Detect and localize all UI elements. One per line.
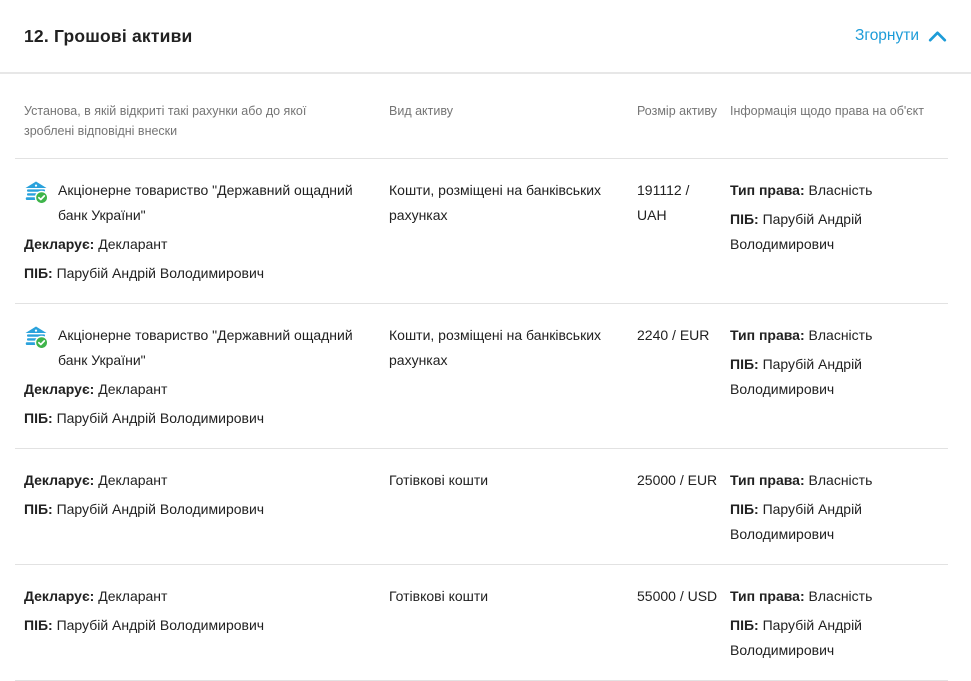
right-pib-value: Парубій Андрій Володимирович <box>730 501 863 542</box>
right-pib-value: Парубій Андрій Володимирович <box>730 211 863 252</box>
section-header <box>0 0 971 74</box>
pib-label: ПІБ: <box>730 356 759 372</box>
column-header-institution: Установа, в якій відкриті такі рахунки або до якої зроблені відповідні внески <box>24 104 307 138</box>
asset-amount: 55000 / USD <box>637 588 718 604</box>
asset-row <box>15 159 948 304</box>
declares-label: Декларує: <box>24 588 95 604</box>
column-header-rights: Інформація щодо права на об'єкт <box>730 104 924 118</box>
asset-amount: 25000 / EUR <box>637 472 718 488</box>
declares-value: Декларант <box>98 381 168 397</box>
declares-value: Декларант <box>98 472 168 488</box>
right-pib-value: Парубій Андрій Володимирович <box>730 617 863 658</box>
right-type-value: Власність <box>808 472 873 488</box>
pib-label: ПІБ: <box>730 501 759 517</box>
asset-type: Кошти, розміщені на банківських рахунках <box>389 327 602 368</box>
asset-type: Кошти, розміщені на банківських рахунках <box>389 182 602 223</box>
section-title: 12. Грошові активи <box>24 25 193 46</box>
asset-type: Готівкові кошти <box>389 472 489 488</box>
declares-value: Декларант <box>98 588 168 604</box>
declares-label: Декларує: <box>24 472 95 488</box>
column-header-amount: Розмір активу <box>637 104 718 118</box>
table-header-row <box>15 74 948 159</box>
declares-label: Декларує: <box>24 236 95 252</box>
chevron-up-icon <box>928 30 947 43</box>
column-header-asset-type: Вид активу <box>389 104 453 118</box>
asset-row <box>15 565 948 681</box>
bank-check-icon <box>24 178 58 204</box>
pib-label: ПІБ: <box>24 501 53 517</box>
right-pib-value: Парубій Андрій Володимирович <box>730 356 863 397</box>
declares-label: Декларує: <box>24 381 95 397</box>
asset-type: Готівкові кошти <box>389 588 489 604</box>
pib-value: Парубій Андрій Володимирович <box>56 410 265 426</box>
right-type-value: Власність <box>808 588 873 604</box>
pib-label: ПІБ: <box>730 617 759 633</box>
pib-value: Парубій Андрій Володимирович <box>56 501 265 517</box>
right-type-label: Тип права: <box>730 472 805 488</box>
pib-value: Парубій Андрій Володимирович <box>56 265 265 281</box>
asset-row <box>15 449 948 565</box>
asset-amount: 191112 / UAH <box>637 182 690 223</box>
right-type-value: Власність <box>808 327 873 343</box>
right-type-value: Власність <box>808 182 873 198</box>
bank-check-icon <box>24 323 58 349</box>
pib-label: ПІБ: <box>24 265 53 281</box>
declares-value: Декларант <box>98 236 168 252</box>
pib-value: Парубій Андрій Володимирович <box>56 617 265 633</box>
pib-label: ПІБ: <box>24 617 53 633</box>
institution-name: Акціонерне товариство "Державний ощадний банк України" <box>58 182 353 223</box>
asset-row <box>15 304 948 449</box>
right-type-label: Тип права: <box>730 182 805 198</box>
assets-table <box>15 74 948 681</box>
institution-name: Акціонерне товариство "Державний ощадний банк України" <box>58 327 353 368</box>
collapse-label: Згорнути <box>855 27 919 44</box>
pib-label: ПІБ: <box>730 211 759 227</box>
pib-label: ПІБ: <box>24 410 53 426</box>
right-type-label: Тип права: <box>730 327 805 343</box>
asset-amount: 2240 / EUR <box>637 327 710 343</box>
right-type-label: Тип права: <box>730 588 805 604</box>
collapse-button[interactable] <box>855 27 947 45</box>
